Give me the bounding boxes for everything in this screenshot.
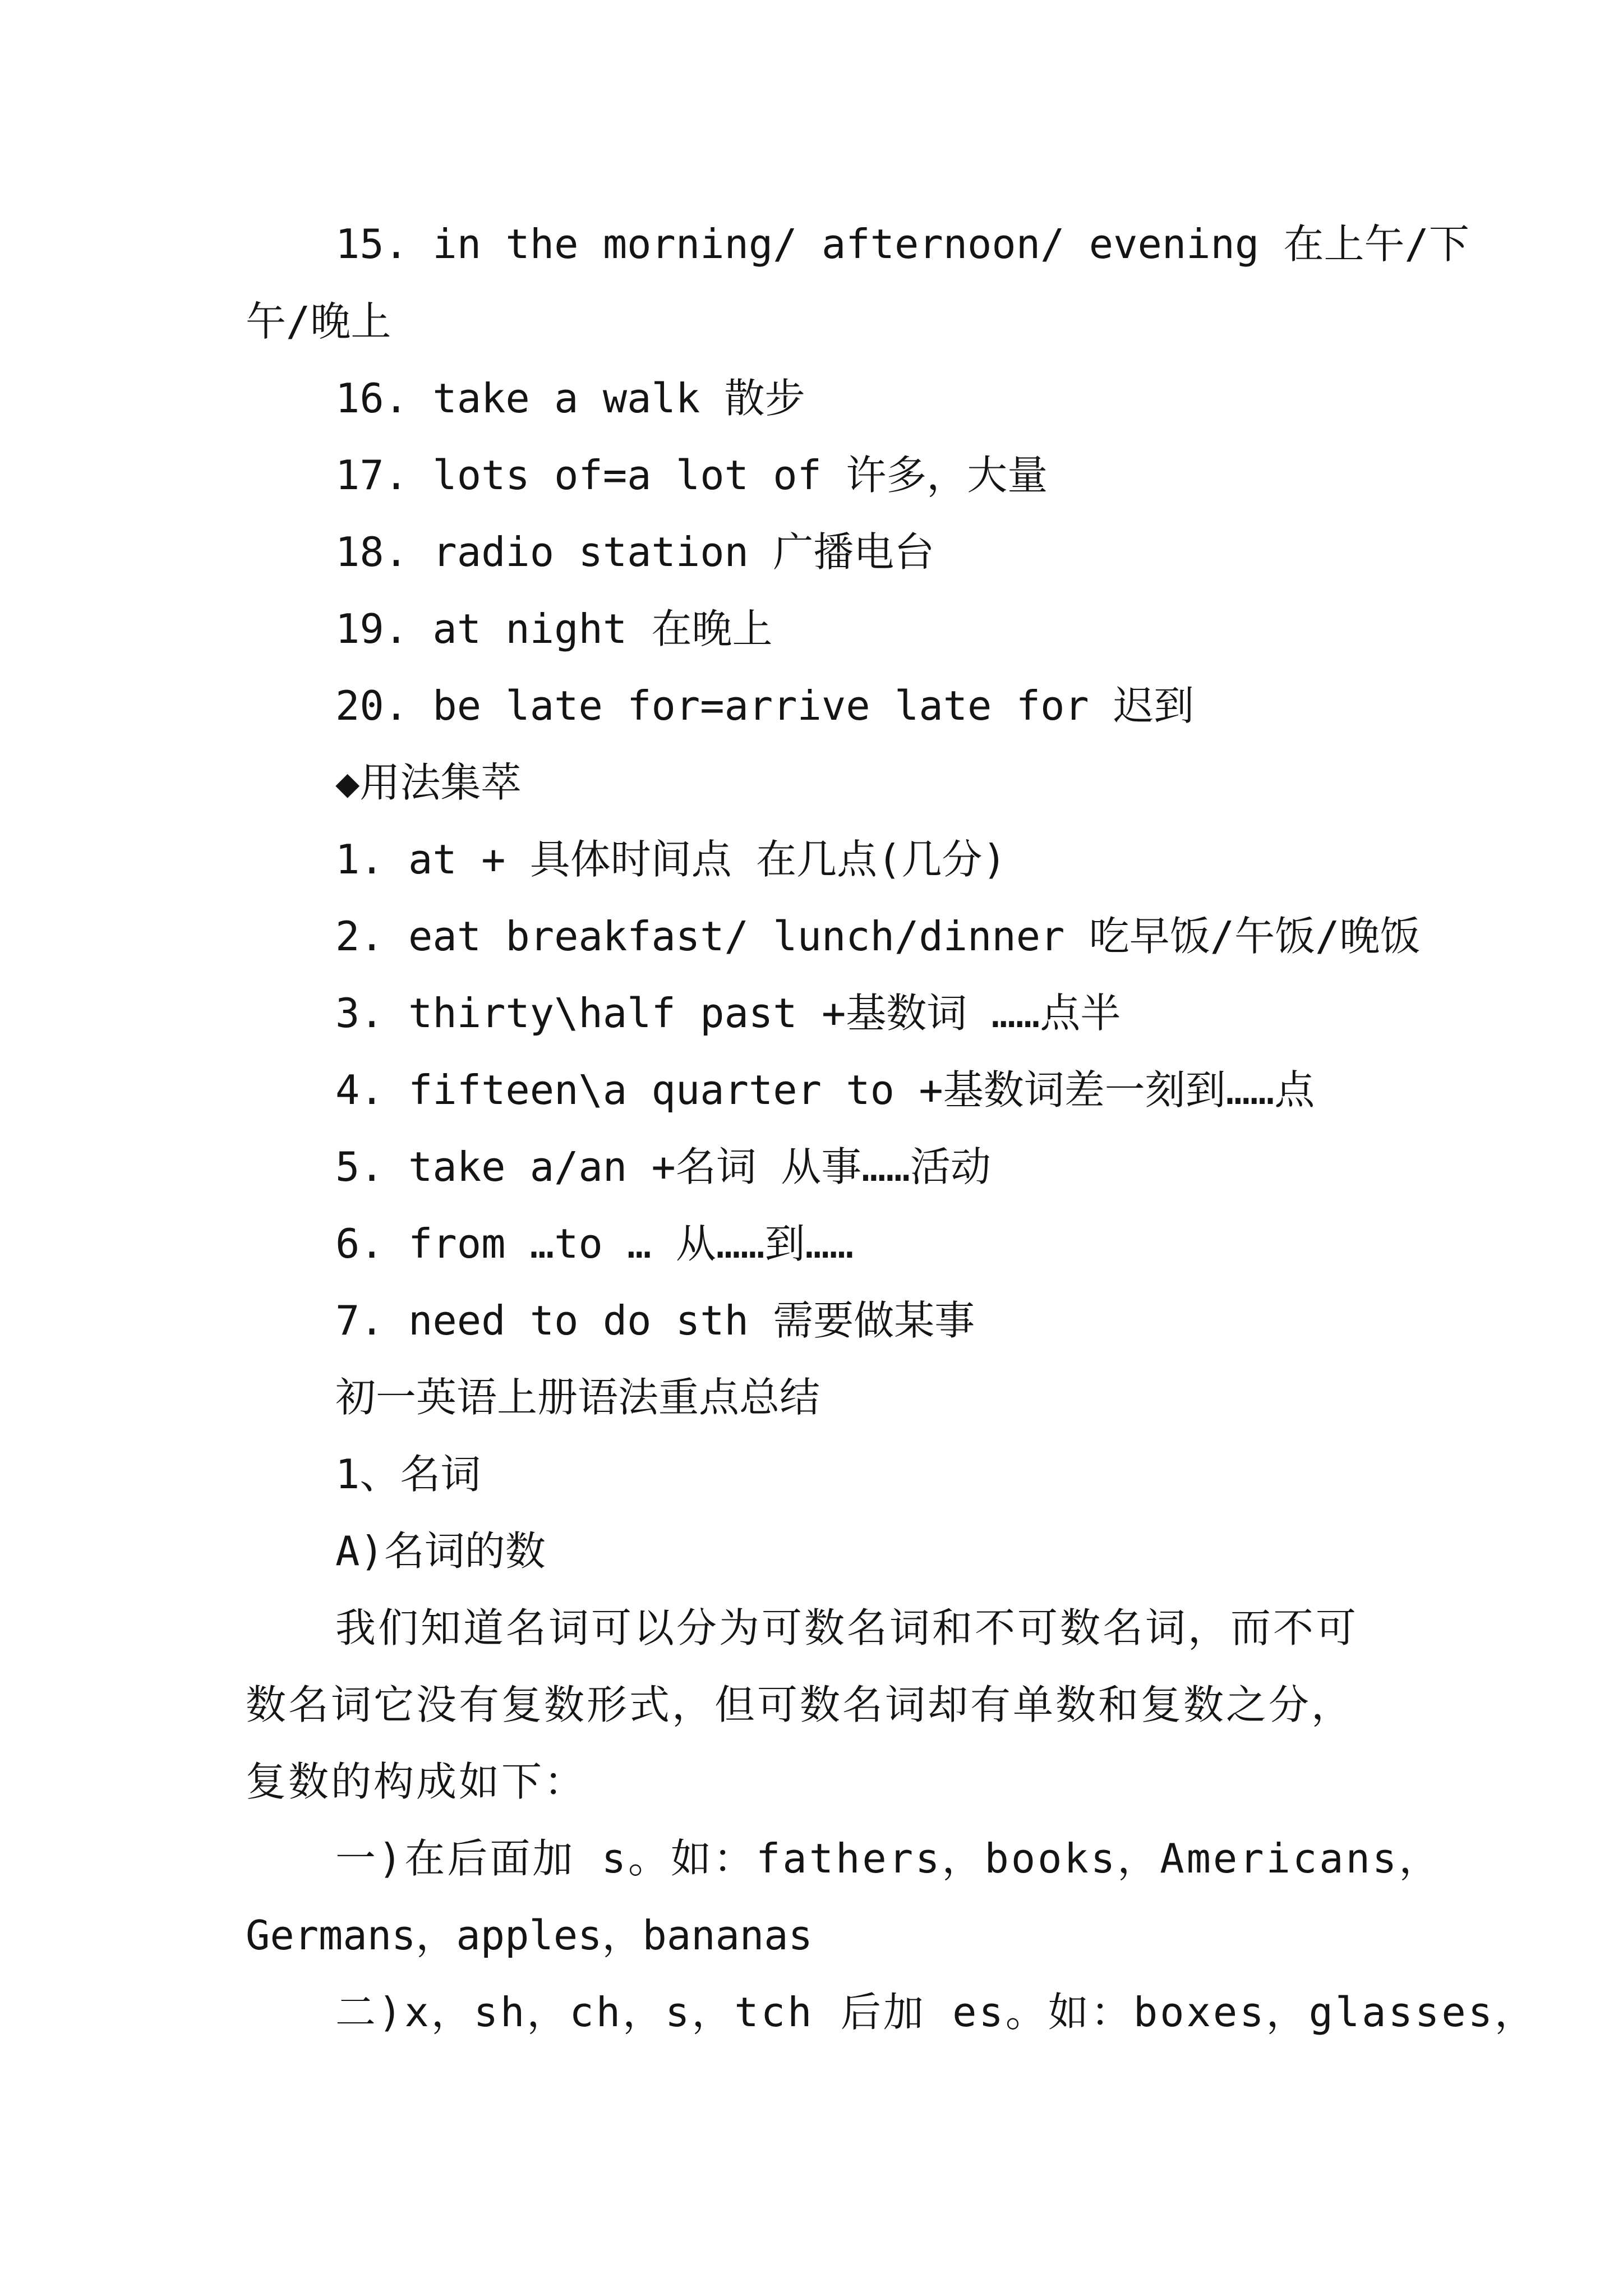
usage-heading-label: 用法集萃 (359, 759, 522, 806)
paragraph-line-2: 数名词它没有复数形式，但可数名词却有单数和复数之分， (246, 1681, 1354, 1728)
rule-2-line-1: 二)x，sh，ch，s，tch 后加 es。如：boxes，glasses， (335, 1989, 1538, 2036)
paragraph-line-3: 复数的构成如下： (246, 1758, 587, 1805)
phrase-16: 16. take a walk 散步 (335, 375, 805, 422)
phrase-18: 18. radio station 广播电台 (335, 528, 935, 576)
subsection-heading-noun-number: A)名词的数 (335, 1527, 546, 1575)
usage-item-6: 6. from …to … 从……到…… (335, 1220, 854, 1267)
paragraph-line-1: 我们知道名词可以分为可数名词和不可数名词，而不可 (335, 1604, 1359, 1651)
section-heading-nouns: 1、名词 (335, 1451, 481, 1498)
phrase-15-continued: 午/晚上 (246, 298, 391, 345)
phrase-15: 15. in the morning/ afternoon/ evening 在上午/下 (335, 220, 1469, 268)
usage-item-4: 4. fifteen\a quarter to +基数词差一刻到……点 (335, 1066, 1315, 1114)
rule-1-line-1: 一)在后面加 s。如：fathers，books，Americans， (335, 1835, 1442, 1882)
phrase-17: 17. lots of=a lot of 许多，大量 (335, 452, 1048, 499)
rule-1-line-2: Germans，apples，bananas (246, 1912, 813, 1959)
usage-item-2: 2. eat breakfast/ lunch/dinner 吃早饭/午饭/晚饭 (335, 913, 1421, 960)
phrase-19: 19. at night 在晚上 (335, 605, 773, 652)
grammar-title: 初一英语上册语法重点总结 (335, 1374, 820, 1421)
phrase-20: 20. be late for=arrive late for 迟到 (335, 682, 1195, 729)
usage-item-1: 1. at + 具体时间点 在几点(几分) (335, 836, 1007, 883)
diamond-bullet-icon: ◆ (335, 759, 360, 806)
usage-item-3: 3. thirty\half past +基数词 ……点半 (335, 990, 1121, 1037)
usage-heading (335, 754, 521, 811)
usage-item-5: 5. take a/an +名词 从事……活动 (335, 1143, 991, 1190)
usage-item-7: 7. need to do sth 需要做某事 (335, 1297, 975, 1344)
